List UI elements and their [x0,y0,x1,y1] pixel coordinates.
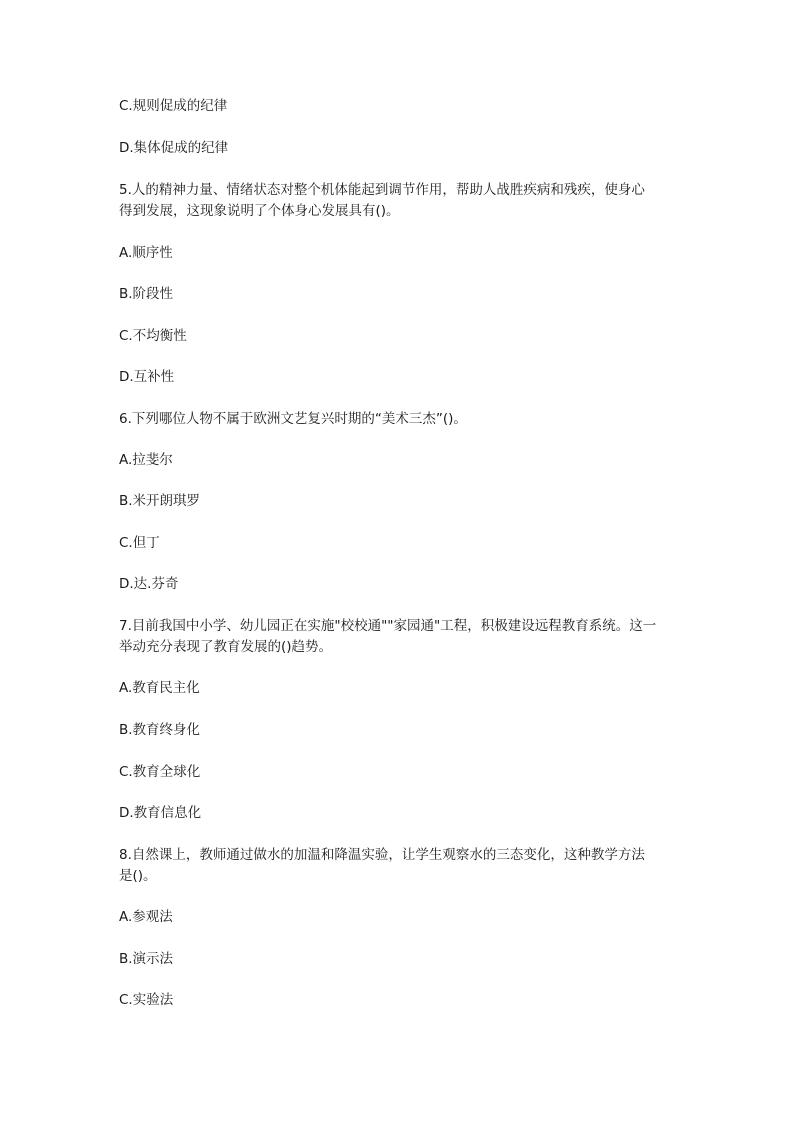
option-d-q6: D.达.芬奇 [119,576,179,592]
option-d-q5: D.互补性 [119,369,175,385]
question-7-line-2: 举动充分表现了教育发展的()趋势。 [119,639,333,655]
option-b-q7: B.教育终身化 [119,722,201,738]
option-a-q7: A.教育民主化 [119,680,200,696]
question-8-line-1: 8.自然课上，教师通过做水的加温和降温实验，让学生观察水的三态变化，这种教学方法 [119,847,645,863]
question-6: 6.下列哪位人物不属于欧洲文艺复兴时期的“美术三杰”()。 [119,411,467,427]
option-c-q8: C.实验法 [119,992,174,1008]
option-b-q5: B.阶段性 [119,286,174,302]
question-7-line-1: 7.目前我国中小学、幼儿园正在实施"校校通""家园通"工程，积极建设远程教育系统。这一 [119,618,657,634]
option-a-q5: A.顺序性 [119,245,173,261]
option-b-q6: B.米开朗琪罗 [119,493,201,509]
option-c-q6: C.但丁 [119,535,160,551]
option-c-q5: C.不均衡性 [119,328,187,344]
question-5-line-2: 得到发展，这现象说明了个体身心发展具有()。 [119,203,400,219]
option-d-q4: D.集体促成的纪律 [119,140,229,156]
option-a-q8: A.参观法 [119,909,173,925]
option-c-q4: C.规则促成的纪律 [119,98,228,114]
option-d-q7: D.教育信息化 [119,805,202,821]
option-b-q8: B.演示法 [119,951,174,967]
option-c-q7: C.教育全球化 [119,764,201,780]
question-8-line-2: 是()。 [119,868,157,884]
option-a-q6: A.拉斐尔 [119,452,173,468]
question-5-line-1: 5.人的精神力量、情绪状态对整个机体能起到调节作用，帮助人战胜疾病和残疾，使身心 [119,182,645,198]
